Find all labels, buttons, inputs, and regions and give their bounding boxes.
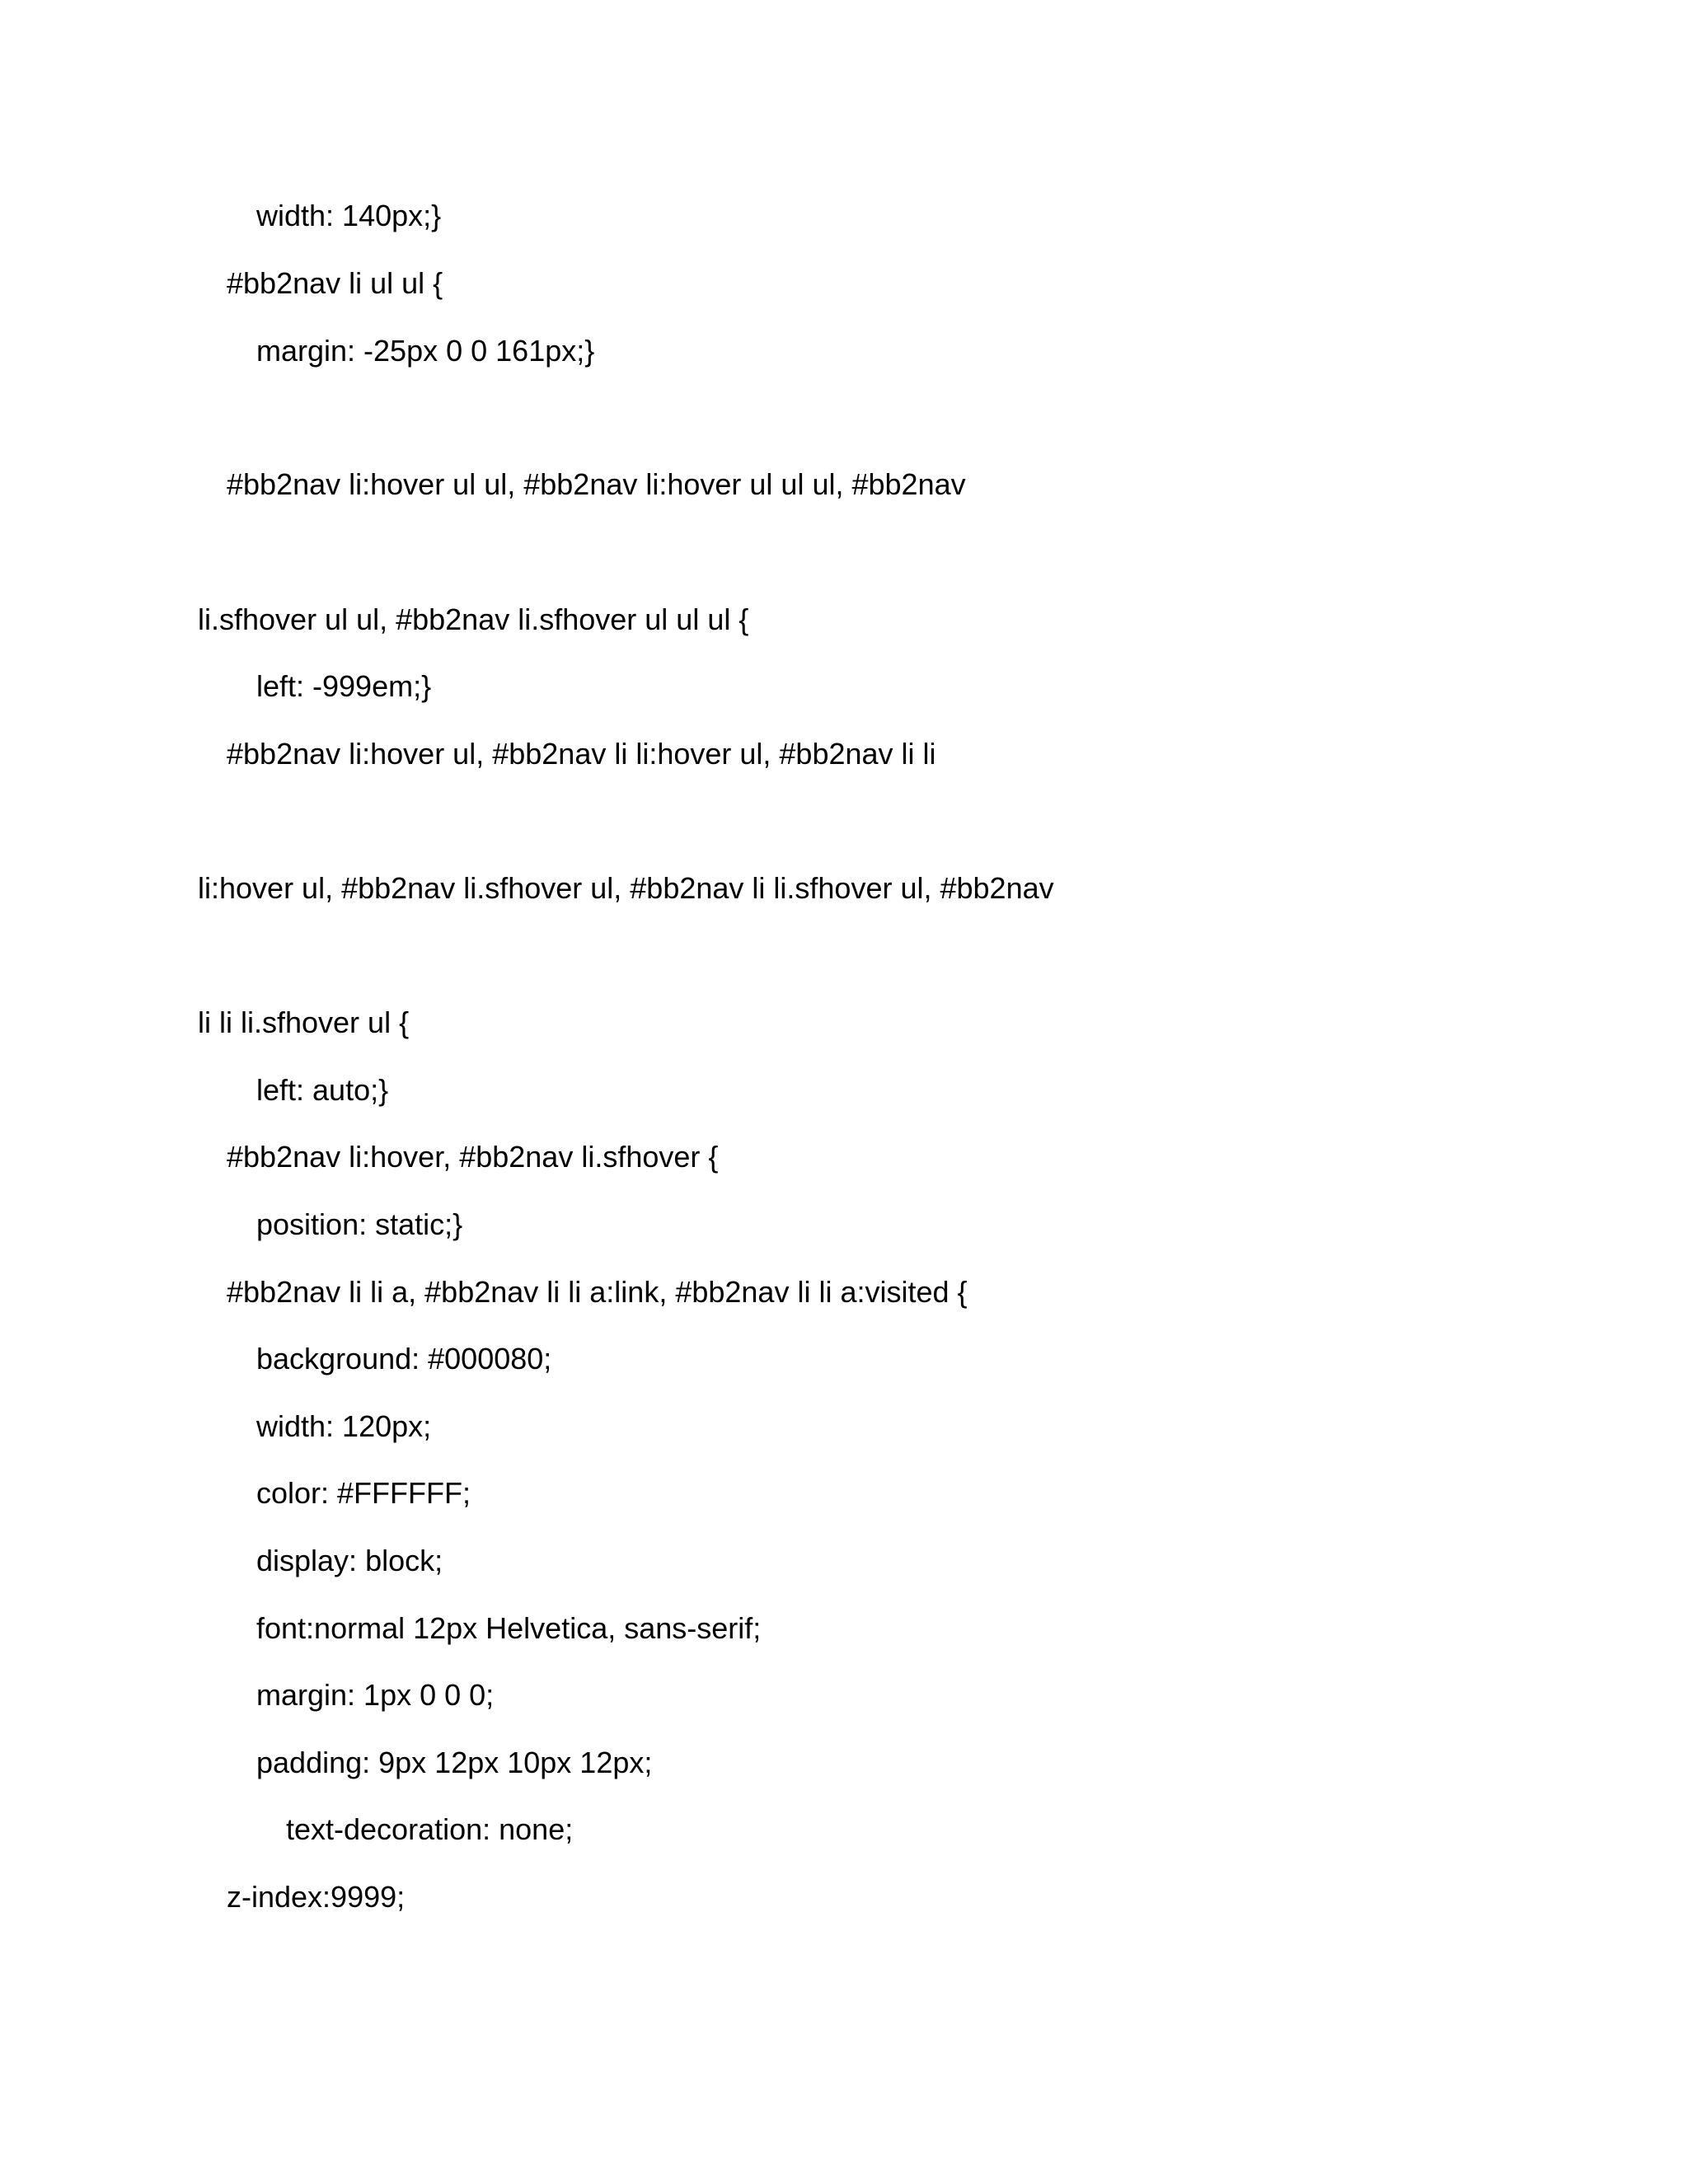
code-line: margin: 1px 0 0 0; [256, 1678, 495, 1712]
code-line: display: block; [256, 1544, 443, 1577]
code-line: li.sfhover ul ul, #bb2nav li.sfhover ul ul ul { [198, 602, 749, 636]
code-line: font:normal 12px Helvetica, sans-serif; [256, 1611, 762, 1645]
code-line: #bb2nav li:hover ul, #bb2nav li li:hover ul, #bb2nav li li [227, 737, 936, 771]
code-line: position: static;} [256, 1207, 463, 1241]
code-line: #bb2nav li li a, #bb2nav li li a:link, #bb2nav li li a:visited { [227, 1275, 968, 1309]
code-line: #bb2nav li:hover ul ul, #bb2nav li:hover ul ul ul, #bb2nav [227, 467, 966, 501]
code-line: left: auto;} [256, 1073, 389, 1107]
code-line: #bb2nav li ul ul { [227, 266, 443, 300]
code-line: width: 120px; [256, 1409, 432, 1443]
code-line: color: #FFFFFF; [256, 1476, 471, 1510]
code-line: li:hover ul, #bb2nav li.sfhover ul, #bb2nav li li.sfhover ul, #bb2nav [198, 871, 1054, 905]
code-line: left: -999em;} [256, 669, 432, 703]
code-line: margin: -25px 0 0 161px;} [256, 334, 595, 368]
code-line: #bb2nav li:hover, #bb2nav li.sfhover { [227, 1140, 719, 1174]
code-line: padding: 9px 12px 10px 12px; [256, 1746, 653, 1779]
code-line: background: #000080; [256, 1342, 552, 1376]
code-line: width: 140px;} [256, 199, 442, 232]
code-line: text-decoration: none; [286, 1812, 574, 1846]
code-line: z-index:9999; [227, 1880, 406, 1914]
code-line: li li li.sfhover ul { [198, 1005, 410, 1039]
